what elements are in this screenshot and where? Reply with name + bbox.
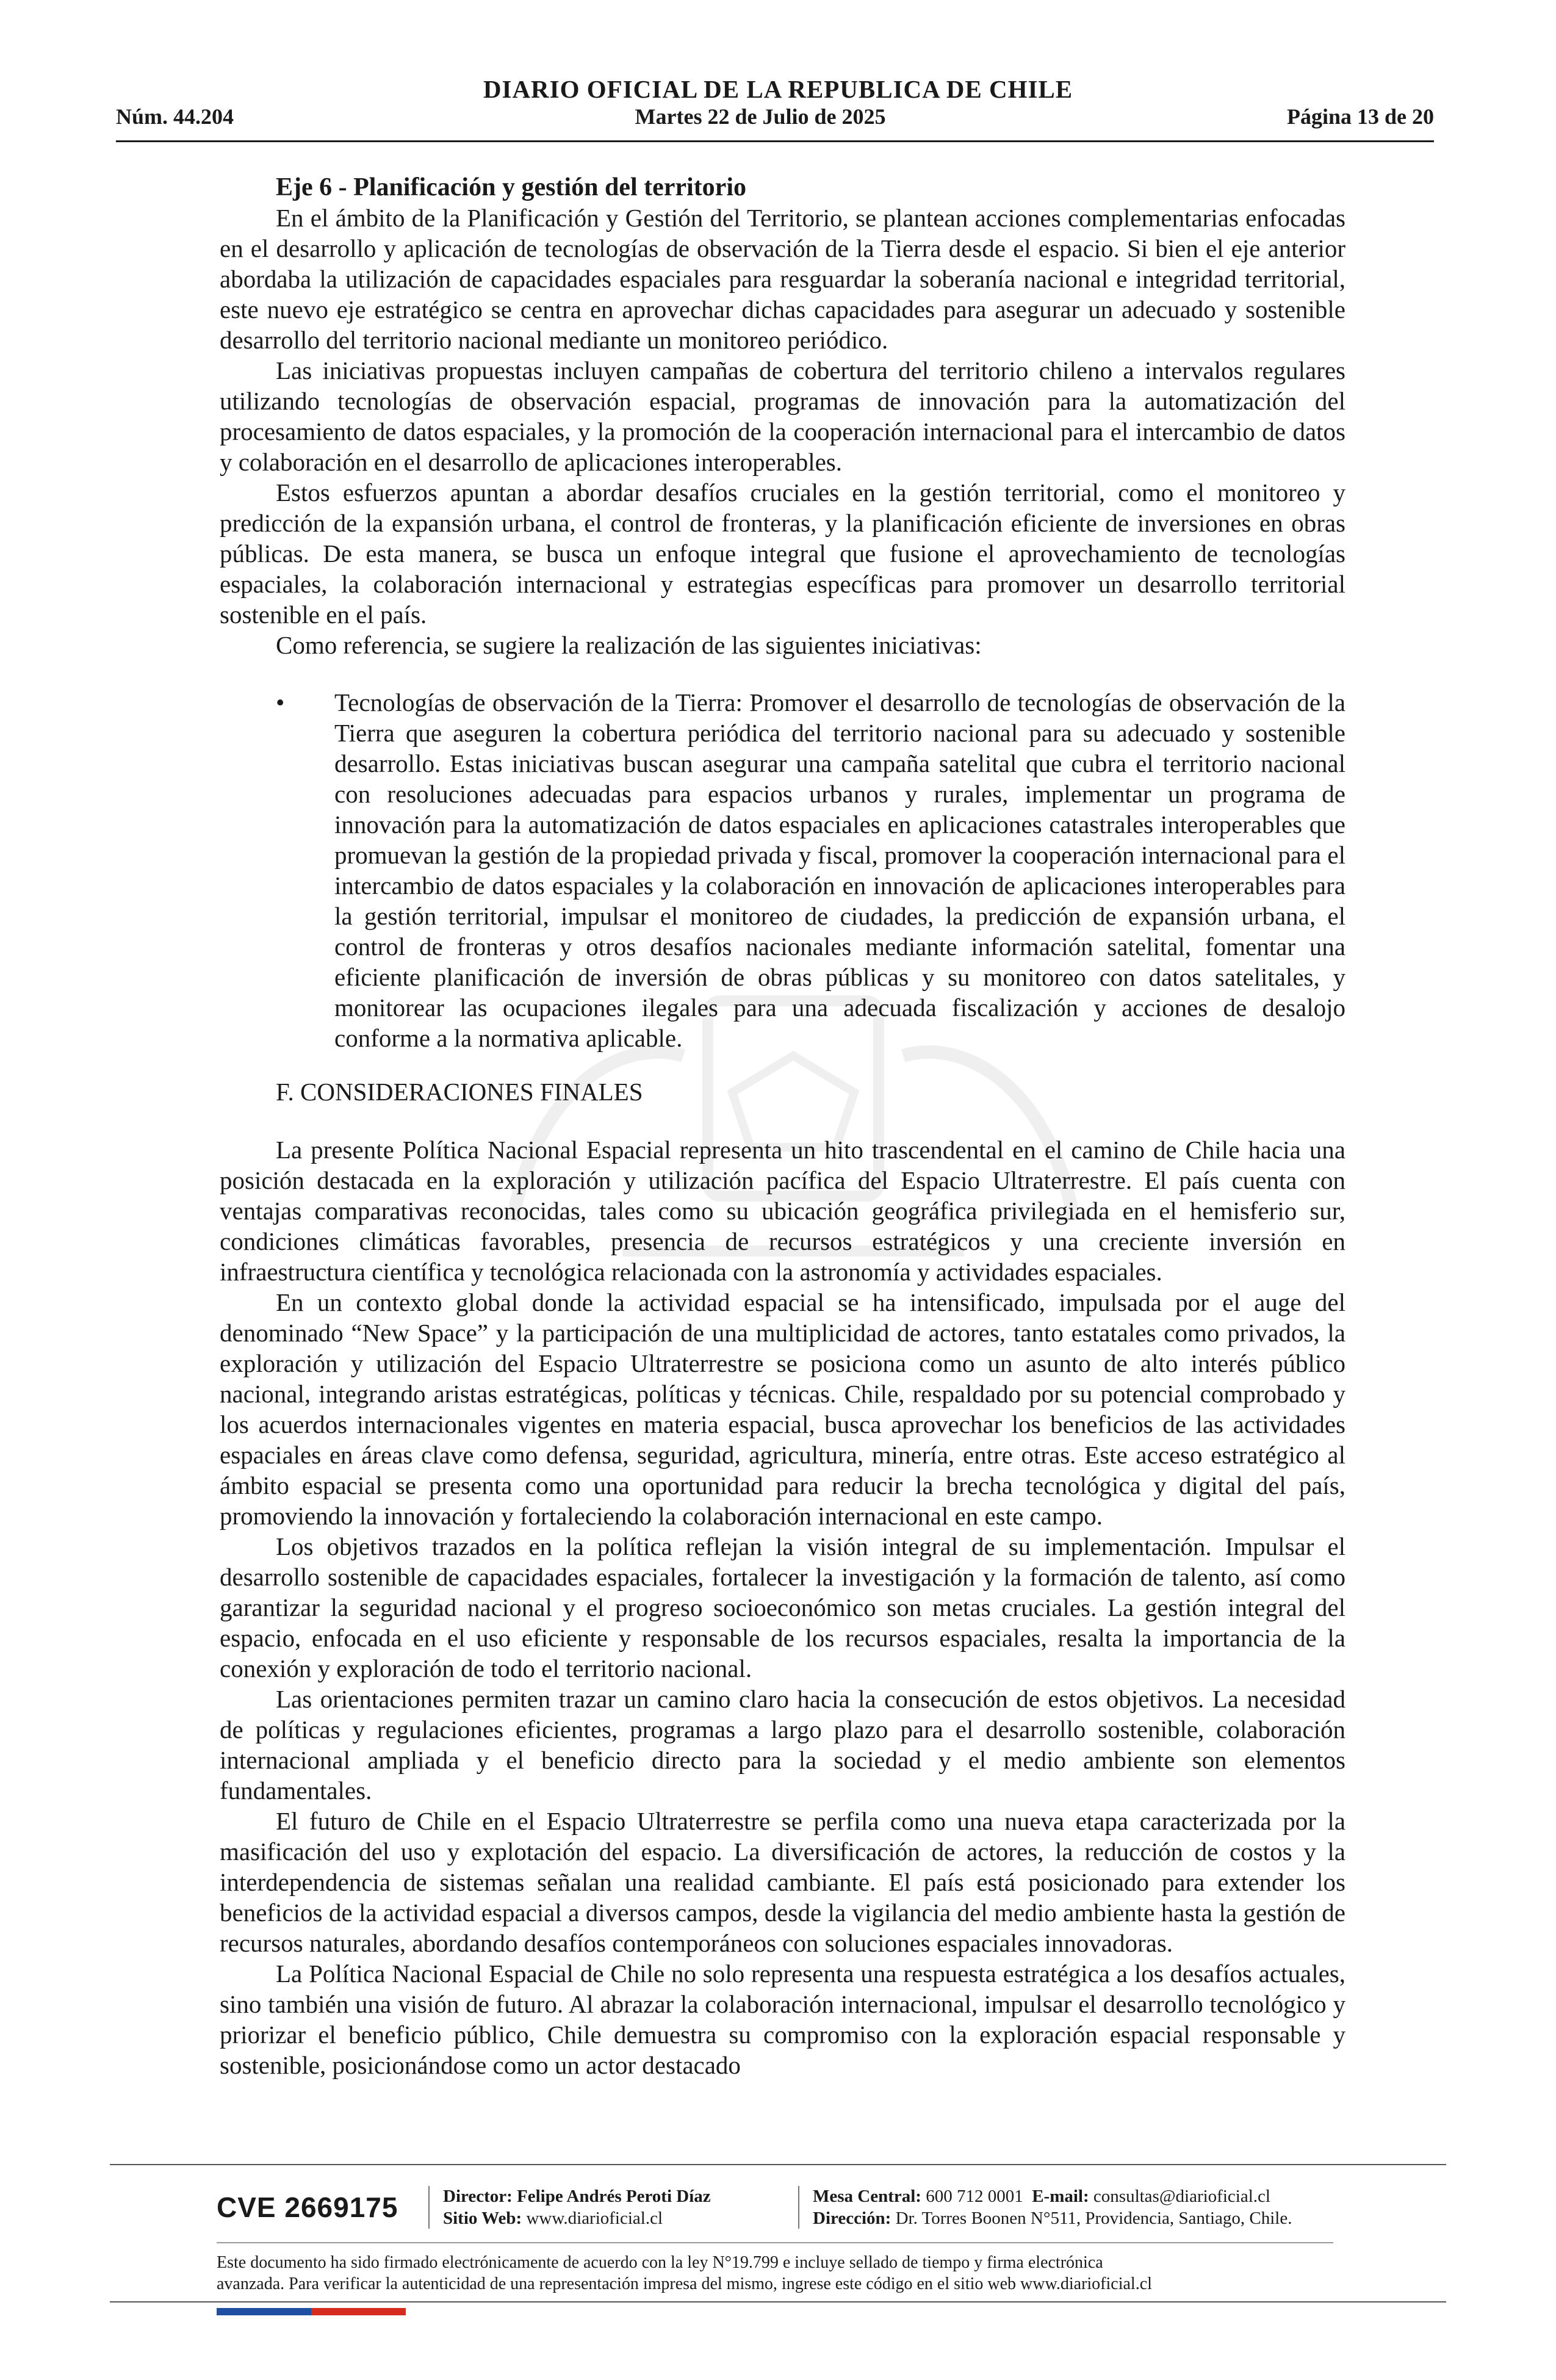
body-text [220, 172, 1345, 2080]
signature-note [217, 2252, 1352, 2295]
cve-code: CVE 2669175 [217, 2191, 398, 2223]
website-link[interactable]: www.diarioficial.cl [526, 2209, 663, 2228]
footer-separator [428, 2186, 430, 2229]
signature-note-line: avanzada. Para verificar la autenticidad de una representación impresa del mismo, ingrese este código en el sitio web www.diarioficial.cl [217, 2274, 1152, 2293]
paragraph: Estos esfuerzos apuntan a abordar desafíos cruciales en la gestión territorial, como el monitoreo y predicción de la expansión urbana, el control de fronteras, y la planificación eficiente de inversiones en obras públicas. De esta manera, se busca un enfoque integral que fusione el aprovechamiento de tecnologías espaciales, la colaboración internacional y estrategias específicas para promover un desarrollo territorial sostenible en el país. [220, 478, 1345, 629]
issue-number: Núm. 44.204 [116, 104, 234, 129]
footer-director-block [443, 2185, 785, 2229]
bullet-marker: • [276, 688, 285, 716]
list-item-text: Tecnologías de observación de la Tierra: Promover el desarrollo de tecnologías de observación de la Tierra que aseguren la cobertura periódica del territorio nacional para su adecuado y sostenible desarrollo. Estas iniciativas buscan asegurar una campaña satelital que cubra el territorio nacional con resoluciones adecuadas para espacios urbanos y rurales, implementar un programa de innovación para la automatización de datos espaciales en aplicaciones catastrales interoperables que promuevan la gestión de la propiedad privada y fiscal, promover la cooperación internacional para el intercambio de datos espaciales y la colaboración en innovación de aplicaciones interoperables para la gestión territorial, impulsar el monitoreo de ciudades, la predicción de expansión urbana, el control de fronteras y otros desafíos nacionales mediante información satelital, fomentar una eficiente planificación de inversión de obras públicas y su monitoreo con datos satelitales, y monitorear las ocupaciones ilegales para una adecuada fiscalización y acciones de desalojo conforme a la normativa aplicable. [334, 688, 1345, 1052]
address-text: Dr. Torres Boonen N°511, Providencia, Santiago, Chile. [895, 2209, 1292, 2228]
paragraph: En el ámbito de la Planificación y Gestión del Territorio, se plantean acciones complementarias enfocadas en el desarrollo y aplicación de tecnologías de observación de la Tierra desde el espacio. Si bien el eje anterior abordaba la utilización de capacidades espaciales para resguardar la soberanía nacional e integridad territorial, este nuevo eje estratégico se centra en aprovechar dichas capacidades para asegurar un adecuado y sostenible desarrollo del territorio nacional mediante un monitoreo periódico. [220, 204, 1345, 354]
header-divider [116, 140, 1434, 142]
newspaper-title: DIARIO OFICIAL DE LA REPUBLICA DE CHILE [483, 75, 1073, 103]
footer-divider-bottom [110, 2301, 1446, 2302]
header-row [116, 104, 1434, 129]
initiatives-list [220, 687, 1345, 1053]
paragraph: En un contexto global donde la actividad espacial se ha intensificado, impulsada por el auge del denominado “New Space” y la participación de una multiplicidad de actores, tanto estatales como privados, la exploración y utilización del Espacio Ultraterrestre se posiciona como un asunto de alto interés público nacional, integrando aristas estratégicas, políticas y técnicas. Chile, respaldado por su potencial comprobado y los acuerdos internacionales vigentes en materia espacial, busca aprovechar los beneficios de las actividades espaciales en áreas clave como defensa, seguridad, agricultura, minería, entre otras. Este acceso estratégico al ámbito espacial se presenta como una oportunidad para reducir la brecha tecnológica y digital del país, promoviendo la innovación y fortaleciendo la colaboración internacional en este campo. [220, 1288, 1345, 1530]
flag-red-segment [311, 2308, 406, 2315]
paragraph: Los objetivos trazados en la política reflejan la visión integral de su implementación. Impulsar el desarrollo sostenible de capacidades espaciales, fortalecer la investigación y la formación de talento, así como garantizar la seguridad nacional y el progreso socioeconómico son metas cruciales. La gestión integral del espacio, enfocada en el uso eficiente y responsable de los recursos espaciales, resalta la importancia de la conexión y exploración de todo el territorio nacional. [220, 1532, 1345, 1682]
director-name: Felipe Andrés Peroti Díaz [517, 2187, 711, 2206]
paragraph: La presente Política Nacional Espacial representa un hito trascendental en el camino de Chile hacia una posición destacada en la exploración y utilización pacífica del Espacio Ultraterrestre. El país cuenta con ventajas comparativas reconocidas, tales como su ubicación geográfica privilegiada en el hemisferio sur, condiciones climáticas favorables, presencia de recursos estratégicos y una creciente inversión en infraestructura científica y tecnológica relacionada con la astronomía y actividades espaciales. [220, 1136, 1345, 1286]
flag-blue-segment [217, 2308, 311, 2315]
director-label: Director: [443, 2187, 513, 2206]
phone-number: 600 712 0001 [926, 2187, 1023, 2206]
issue-date: Martes 22 de Julio de 2025 [635, 104, 886, 129]
paragraph: Las iniciativas propuestas incluyen campañas de cobertura del territorio chileno a intervalos regulares utilizando tecnologías de observación espacial, programas de innovación para la automatización del procesamiento de datos espaciales, y la promoción de la cooperación internacional para el intercambio de datos y colaboración en el desarrollo de aplicaciones interoperables. [220, 356, 1345, 476]
address-label: Dirección: [813, 2209, 891, 2228]
paragraph: El futuro de Chile en el Espacio Ultraterrestre se perfila como una nueva etapa caracterizada por la masificación del uso y explotación del espacio. La diversificación de actores, la reducción de costos y la interdependencia de sistemas señalan una realidad cambiante. El país está posicionado para extender los beneficios de la actividad espacial a diversos campos, desde la vigilancia del medio ambiente hasta la gestión de recursos naturales, abordando desafíos contemporáneos con soluciones espaciales innovadoras. [220, 1807, 1345, 1957]
flag-color-bar [217, 2308, 406, 2315]
footer-separator [798, 2186, 799, 2229]
list-item [220, 687, 1345, 1053]
footer-divider-top [110, 2164, 1446, 2165]
section-heading-final: F. CONSIDERACIONES FINALES [276, 1078, 643, 1106]
paragraph: Las orientaciones permiten trazar un camino claro hacia la consecución de estos objetivos. La necesidad de políticas y regulaciones eficientes, programas a largo plazo para el desarrollo sostenible, colaboración internacional ampliada y el beneficio directo para la sociedad y el medio ambiente son elementos fundamentales. [220, 1685, 1345, 1805]
phone-label: Mesa Central: [813, 2187, 921, 2206]
email-label: E-mail: [1032, 2187, 1089, 2206]
paragraph: La Política Nacional Espacial de Chile no solo representa una respuesta estratégica a los desafíos actuales, sino también una visión de futuro. Al abrazar la colaboración internacional, impulsar el desarrollo tecnológico y priorizar el beneficio público, Chile demuestra su compromiso con la exploración espacial responsable y sostenible, posicionándose como un actor destacado [220, 1960, 1345, 2079]
footer-info [217, 2180, 1352, 2235]
website-label: Sitio Web: [443, 2209, 522, 2228]
signature-note-line: Este documento ha sido firmado electrónicamente de acuerdo con la ley N°19.799 e incluye sellado de tiempo y firma electrónica [217, 2253, 1103, 2272]
paragraph: Como referencia, se sugiere la realización de las siguientes iniciativas: [276, 631, 982, 659]
email-link[interactable]: consultas@diarioficial.cl [1093, 2187, 1270, 2206]
page-number: Página 13 de 20 [1286, 104, 1434, 129]
footer-contact-block [813, 2185, 1292, 2229]
footer-divider-mid [217, 2242, 1333, 2243]
section-title: Eje 6 - Planificación y gestión del territorio [276, 173, 746, 201]
